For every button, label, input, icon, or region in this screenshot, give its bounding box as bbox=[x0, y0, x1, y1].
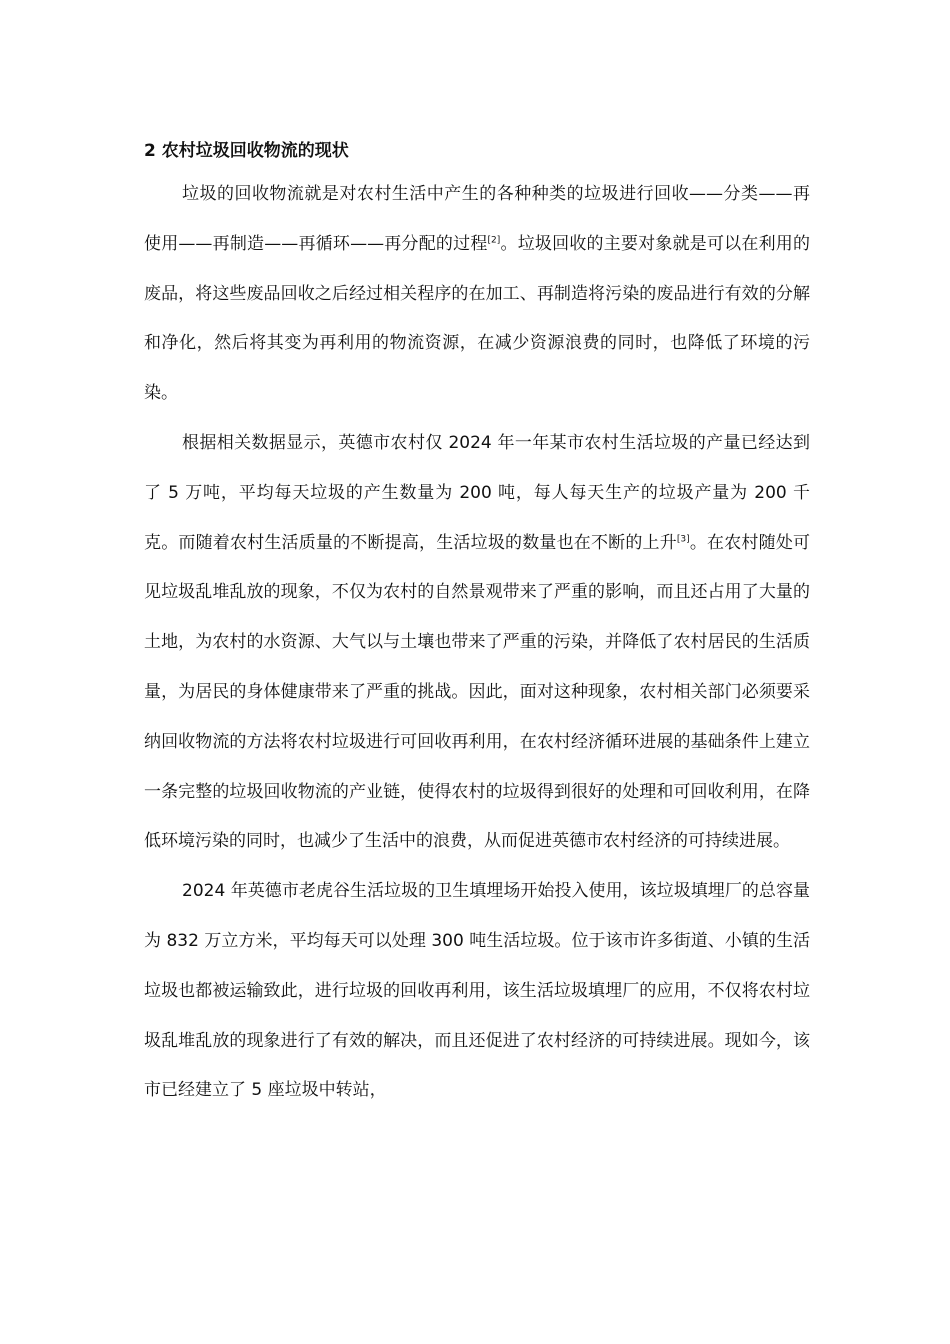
citation-3: [3] bbox=[676, 533, 690, 544]
paragraph-2 bbox=[144, 419, 810, 867]
paragraph-1-text-b: 。垃圾回收的主要对象就是可以在利用的废品，将这些废品回收之后经过相关程序的在加工、再制造将污染的废品进行有效的分解和净化，然后将其变为再利用的物流资源，在减少资源浪费的同时，也降低了环境的污染。 bbox=[144, 233, 811, 404]
paragraph-1 bbox=[144, 170, 810, 419]
section-heading: 2 农村垃圾回收物流的现状 bbox=[144, 141, 349, 161]
paragraph-3 bbox=[144, 867, 810, 1116]
paragraph-1-text-a: 垃圾的回收物流就是对农村生活中产生的各种种类的垃圾进行回收——分类——再使用——再制造——再循环——再分配的过程 bbox=[144, 184, 810, 254]
citation-2: [2] bbox=[487, 235, 501, 246]
paragraph-2-text-a: 根据相关数据显示，英德市农村仅 2024 年一年某市农村生活垃圾的产量已经达到了 5 万吨，平均每天垃圾的产生数量为 200 吨，每人每天生产的垃圾产量为 200 千克。而随着农村生活质量的不断提高，生活垃圾的数量也在不断的上升 bbox=[144, 432, 810, 553]
paragraph-2-text-b: 。在农村随处可见垃圾乱堆乱放的现象，不仅为农村的自然景观带来了严重的影响，而且还占用了大量的土地，为农村的水资源、大气以与土壤也带来了严重的污染，并降低了农村居民的生活质量，为居民的身体健康带来了严重的挑战。因此，面对这种现象，农村相关部门必须要采纳回收物流的方法将农村垃圾进行可回收再利用，在农村经济循环进展的基础条件上建立一条完整的垃圾回收物流的产业链，使得农村的垃圾得到很好的处理和可回收利用，在降低环境污染的同时，也减少了生活中的浪费，从而促进英德市农村经济的可持续进展。 bbox=[144, 532, 811, 852]
document-body bbox=[144, 136, 810, 1116]
paragraph-3-text: 2024 年英德市老虎谷生活垃圾的卫生填埋场开始投入使用，该垃圾填埋厂的总容量为 832 万立方米，平均每天可以处理 300 吨生活垃圾。位于该市许多街道、小镇的生活垃圾也都被运输致此，进行垃圾的回收再利用，该生活垃圾填埋厂的应用，不仅将农村垃圾乱堆乱放的现象进行了有效的解决，而且还促进了农村经济的可持续进展。现如今，该市已经建立了 5 座垃圾中转站， bbox=[144, 881, 810, 1101]
